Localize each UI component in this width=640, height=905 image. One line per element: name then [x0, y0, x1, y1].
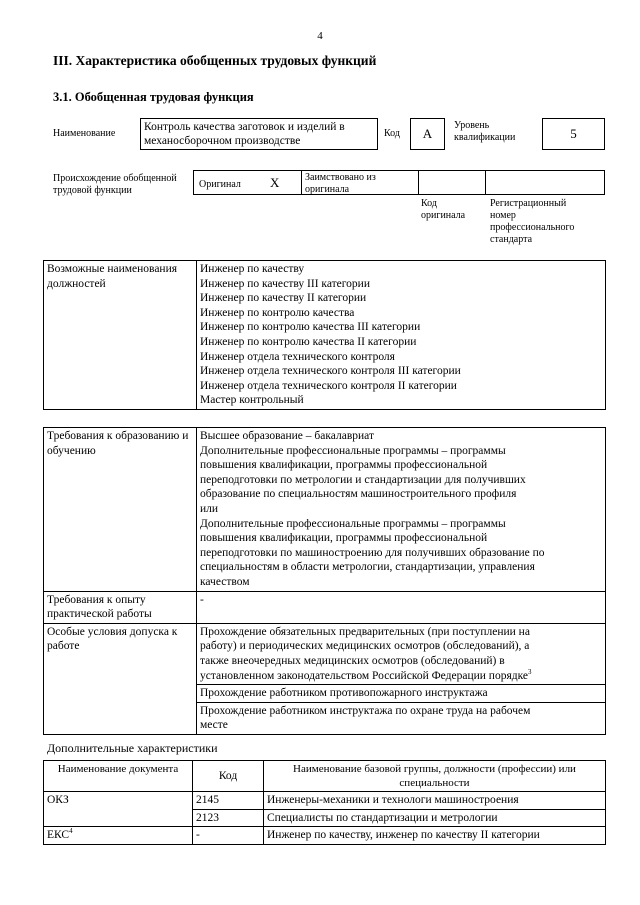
education-line: качеством — [200, 575, 250, 588]
borrowed-label: Заимствовано из оригинала — [305, 172, 376, 195]
education-line: повышения квалификации, программы профессиональной — [200, 532, 488, 545]
education-line: повышения квалификации, программы профессиональной — [200, 459, 488, 472]
special-line: Прохождение работником инструктажа по охране труда на рабочем — [200, 704, 531, 717]
origin-divider — [301, 170, 302, 195]
experience-label: Требования к опыту практической работы — [44, 591, 197, 623]
position-item: Инженер отдела технического контроля III категории — [200, 365, 461, 378]
doc-cell-text: ЕКС — [47, 829, 70, 842]
position-item: Инженер отдела технического контроля II категории — [200, 379, 457, 392]
special-line — [200, 669, 602, 684]
name-cell: Инженер по качеству, инженер по качеству II категории — [264, 827, 606, 845]
requirements-table — [43, 427, 606, 735]
code-cell: 2123 — [193, 809, 264, 827]
education-line: Высшее образование – бакалавриат — [200, 430, 374, 442]
education-line: специальностям в области метрологии, стандартизации, управления — [200, 561, 535, 574]
doc-cell: ОКЗ — [44, 792, 193, 827]
positions-list — [197, 261, 606, 410]
name-label: Наименование — [53, 128, 116, 139]
positions-table — [43, 260, 606, 410]
position-item: Инженер по качеству III категории — [200, 277, 370, 290]
level-box — [542, 118, 605, 150]
name-cell: Специалисты по стандартизации и метрологии — [264, 809, 606, 827]
special-line: также внеочередных медицинских осмотров (обследований) в — [200, 654, 505, 667]
position-item: Инженер по контролю качества II категории — [200, 335, 417, 348]
additional-table — [43, 760, 606, 845]
additional-title: Дополнительные характеристики — [47, 741, 218, 755]
reg-number-label: Регистрационный номер профессионального стандарта — [490, 198, 575, 245]
footnote-3: 3 — [528, 667, 532, 676]
table-row — [44, 827, 606, 845]
code-original-label: Код оригинала — [421, 198, 466, 221]
position-item: Мастер контрольный — [200, 394, 304, 407]
origin-label: Происхождение обобщенной трудовой функции — [53, 173, 177, 196]
level-value: 5 — [570, 126, 577, 141]
code-box — [410, 118, 445, 150]
subsection-title: 3.1. Обобщенная трудовая функция — [53, 90, 254, 104]
page-number: 4 — [317, 30, 323, 42]
origin-divider — [418, 170, 419, 195]
footnote-4: 4 — [69, 827, 73, 836]
doc-cell — [44, 827, 193, 845]
special-line: месте — [200, 719, 228, 732]
origin-divider — [485, 170, 486, 195]
special-condition-2: Прохождение работником противопожарного инструктажа — [197, 685, 606, 703]
col-code-header: Код — [193, 761, 264, 792]
code-cell: 2145 — [193, 792, 264, 810]
education-line: переподготовки по машиностроению для получивших образование по — [200, 546, 545, 559]
position-item: Инженер по качеству — [200, 263, 305, 275]
original-mark: X — [270, 175, 280, 190]
section-title: III. Характеристика обобщенных трудовых функций — [53, 53, 377, 68]
code-label: Код — [384, 128, 400, 139]
function-name-value: Контроль качества заготовок и изделий в механосборочном производстве — [144, 121, 345, 147]
special-condition-3 — [197, 702, 606, 734]
education-line: или — [200, 502, 219, 515]
level-label: Уровень квалификации — [454, 120, 516, 143]
position-item: Инженер отдела технического контроля — [200, 350, 395, 363]
education-line: переподготовки по метрологии и стандартизации для получивших — [200, 473, 526, 486]
special-line: работу) и периодических медицинских осмотров (обследований), а — [200, 640, 530, 653]
experience-value: - — [197, 591, 606, 623]
position-item: Инженер по контролю качества III категории — [200, 321, 421, 334]
code-cell: - — [193, 827, 264, 845]
position-item: Инженер по контролю качества — [200, 306, 355, 319]
education-label: Требования к образованию и обучению — [44, 428, 197, 592]
table-row — [44, 792, 606, 810]
special-line: Прохождение обязательных предварительных (при поступлении на — [200, 625, 530, 638]
name-cell: Инженеры-механики и технологи машиностроения — [264, 792, 606, 810]
education-line: Дополнительные профессиональные программы – программы — [200, 444, 506, 457]
special-conditions-label: Особые условия допуска к работе — [44, 623, 197, 734]
position-item: Инженер по качеству II категории — [200, 292, 367, 305]
education-line: Дополнительные профессиональные программы – программы — [200, 517, 506, 530]
education-value — [197, 428, 606, 592]
special-line-text: установленном законодательством Российской Федерации порядке — [200, 669, 528, 682]
positions-label: Возможные наименования должностей — [44, 261, 197, 410]
col-name-header: Наименование базовой группы, должности (профессии) или специальности — [264, 761, 606, 792]
code-value: A — [422, 126, 433, 141]
education-line: образование по специальностям машиностроительного профиля — [200, 488, 517, 501]
function-name-box — [140, 118, 378, 150]
original-label: Оригинал — [199, 179, 241, 190]
special-condition-1 — [197, 623, 606, 684]
col-doc-header: Наименование документа — [44, 761, 193, 792]
